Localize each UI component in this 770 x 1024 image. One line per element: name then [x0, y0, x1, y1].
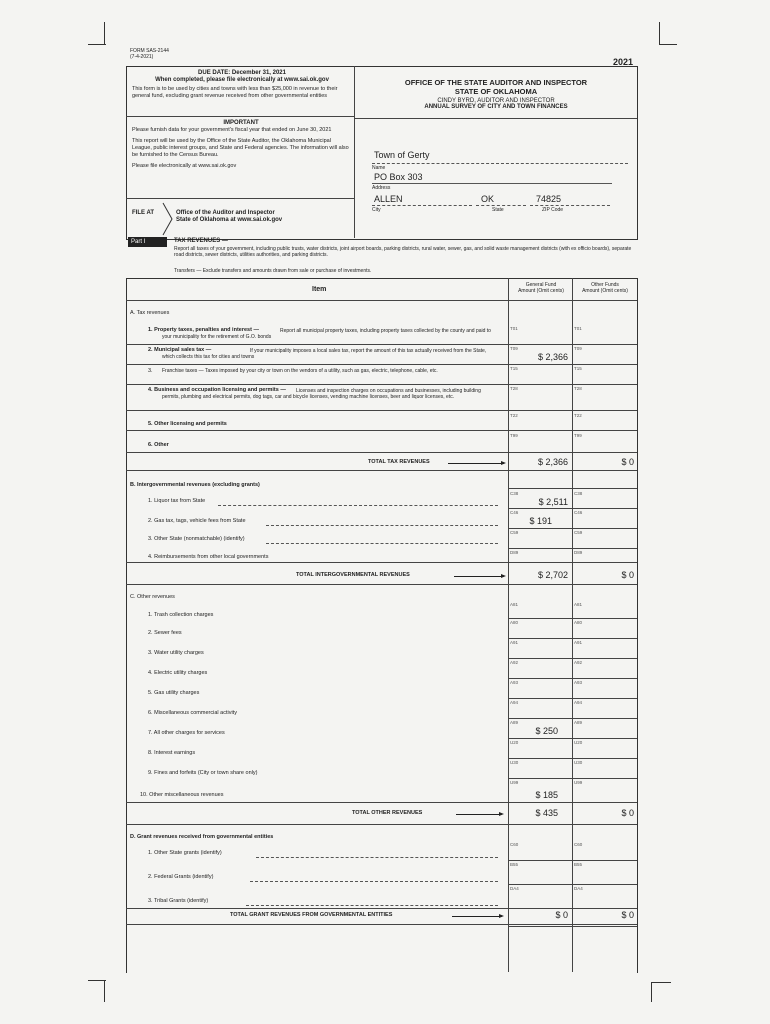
crop-mark: [659, 44, 677, 45]
column-header-item: Item: [312, 286, 327, 293]
total-label: TOTAL OTHER REVENUES: [352, 810, 423, 816]
section-b-title: B. Intergovernmental revenues (excluding grants): [130, 482, 260, 488]
total-label: TOTAL INTERGOVERNMENTAL REVENUES: [296, 572, 410, 578]
other-funds-total: $ 0: [621, 910, 634, 920]
revenue-table: [126, 278, 638, 973]
column-header-other: Other Funds Amount (Omit cents): [582, 282, 628, 294]
general-fund-total: $ 2,702: [537, 570, 568, 580]
zip-code: 74825: [536, 194, 562, 204]
total-label: TOTAL GRANT REVENUES FROM GOVERNMENTAL ENTITIES: [230, 912, 393, 918]
general-fund-amount: $ 2,511: [538, 497, 568, 507]
crop-mark: [659, 22, 660, 44]
crop-mark: [88, 44, 106, 45]
due-date: DUE DATE: December 31, 2021: [198, 70, 286, 76]
important-block: IMPORTANT Please furnish data for your government's fiscal year that ended on June 30, 2021 This report will be used by the Office of the State Auditor, the Oklahoma Municipal League, public interest groups, and State and Federal agencies. The information will also be furnished to the Census Bureau. Please file electronically at www.sai.ok.gov: [132, 120, 349, 169]
arrow-right-icon: [448, 463, 504, 464]
crop-mark: [88, 980, 106, 981]
crop-mark: [651, 982, 652, 1002]
arrow-right-icon: [456, 814, 502, 815]
city: ALLEN: [374, 194, 403, 204]
general-fund-amount: $ 185: [535, 790, 558, 800]
other-funds-total: $ 0: [621, 457, 634, 467]
file-at-bracket-icon: [162, 202, 174, 236]
other-funds-total: $ 0: [621, 570, 634, 580]
general-fund-amount: $ 2,366: [537, 352, 568, 362]
general-fund-total: $ 435: [535, 808, 558, 818]
form-year: 2021: [613, 57, 634, 67]
town-name: Town of Gerty: [374, 150, 430, 160]
due-date-block: DUE DATE: December 31, 2021 When completed, please file electronically at www.sai.ok.gov This form is to be used by cities and towns with less than $25,000 in revenue to their general fund, excluding grant revenue received from other governmental entities: [132, 70, 352, 100]
total-label: TOTAL TAX REVENUES: [368, 459, 430, 465]
general-fund-total: $ 2,366: [537, 457, 568, 467]
general-fund-amount: $ 191: [529, 516, 552, 526]
column-header-general: General Fund Amount (Omit cents): [518, 282, 564, 294]
part-label: Part I: [128, 237, 167, 247]
part-transfers: Transfers — Exclude transfers and amounts drawn from sale or purchase of investments.: [174, 268, 372, 274]
file-at-address: Office of the Auditor and Inspector State of Oklahoma at www.sai.ok.gov: [176, 210, 283, 223]
arrow-right-icon: [452, 916, 502, 917]
state: OK: [481, 194, 495, 204]
general-fund-total: $ 0: [555, 910, 568, 920]
crop-mark: [104, 22, 105, 44]
part-instructions: Report all taxes of your government, including public trusts, water districts, joint airport boards, parking districts, rural water, sewer, gas, and solid waste management districts (with ex officio boards), separate road districts, sewer districts, utilities authorities, and parking districts.: [174, 246, 632, 258]
section-a-title: A. Tax revenues: [130, 310, 170, 316]
part-title: TAX REVENUES —: [174, 238, 228, 244]
general-fund-amount: $ 250: [535, 726, 558, 736]
other-funds-total: $ 0: [621, 808, 634, 818]
file-at-label: FILE AT: [132, 210, 154, 216]
crop-mark: [651, 982, 671, 983]
street-address: PO Box 303: [374, 172, 423, 182]
form-id: FORM SAS-2144 (7-4-2021): [130, 48, 169, 60]
arrow-right-icon: [454, 576, 504, 577]
office-title: OFFICE OF THE STATE AUDITOR AND INSPECTOR: [404, 78, 588, 87]
section-c-title: C. Other revenues: [130, 594, 175, 600]
office-title-block: OFFICE OF THE STATE AUDITOR AND INSPECTOR STATE OF OKLAHOMA CINDY BYRD, AUDITOR AND INSPECTOR ANNUAL SURVEY OF CITY AND TOWN FINANCES: [358, 78, 634, 110]
section-d-title: D. Grant revenues received from governmental entities: [130, 834, 274, 840]
crop-mark: [104, 980, 105, 1002]
